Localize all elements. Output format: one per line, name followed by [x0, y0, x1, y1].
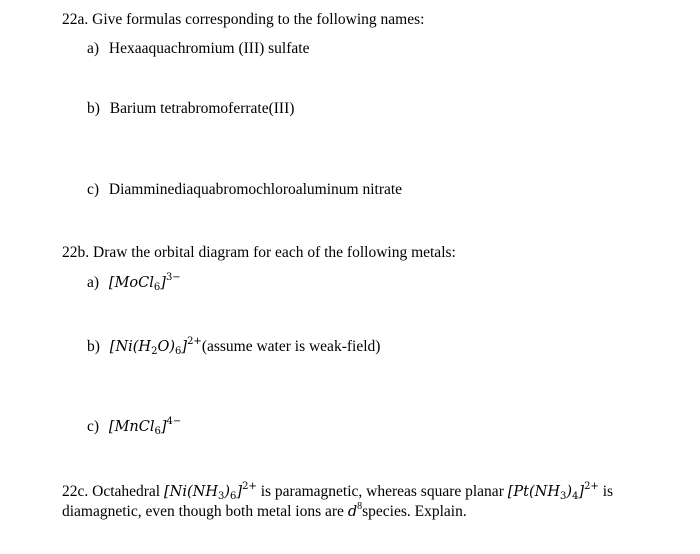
item-label: c) [87, 418, 100, 435]
question-22b-item-c [87, 418, 181, 436]
item-label: b) [87, 338, 100, 355]
question-22a-item-c [87, 181, 402, 199]
item-text: Barium tetrabromoferrate(III) [109, 100, 295, 117]
question-22a-heading: 22a. Give formulas corresponding to the following names: [62, 11, 425, 28]
formula-nih2o6: $[Ni(H_2O)_6]^{2+}$ [109, 336, 202, 357]
d-electron-count: 8 [357, 501, 363, 512]
item-note: (assume water is weak-field) [201, 338, 381, 355]
formula-ninh36: $[Ni(NH_3)_6]^{2+}$ [164, 481, 257, 502]
question-22a-item-b [87, 100, 294, 118]
item-text: Hexaaquachromium (III) sulfate [108, 40, 310, 57]
item-label: b) [87, 100, 100, 117]
item-label: c) [87, 181, 100, 198]
item-label: a) [87, 274, 100, 291]
question-22c-line1: 22c. Octahedral $[Ni(NH_3)_6]^{2+}$ is paramagnetic, whereas square planar $[Pt(NH_3)_4]^{2+}$ is [62, 481, 614, 502]
question-22b-item-a [87, 274, 181, 292]
d-electron-symbol: d [347, 504, 358, 520]
formula-mocl6: [MoCl$_6$]$^{3-}$ [108, 272, 181, 293]
formula-ptnh34: $[Pt(NH_3)_4]^{2+}$ [507, 481, 599, 502]
question-22b-heading: 22b. Draw the orbital diagram for each of the following metals: [62, 244, 456, 261]
question-22b-item-b [87, 338, 380, 356]
item-text: Diamminediaquabromochloroaluminum nitrate [108, 181, 403, 198]
formula-mncl6: [MnCl$_6$]$^{4-}$ [108, 416, 182, 437]
question-22c-line2: diamagnetic, even though both metal ions are $d^8species$. Explain. [62, 501, 467, 520]
item-label: a) [87, 40, 100, 57]
question-22a-item-a [87, 40, 309, 58]
